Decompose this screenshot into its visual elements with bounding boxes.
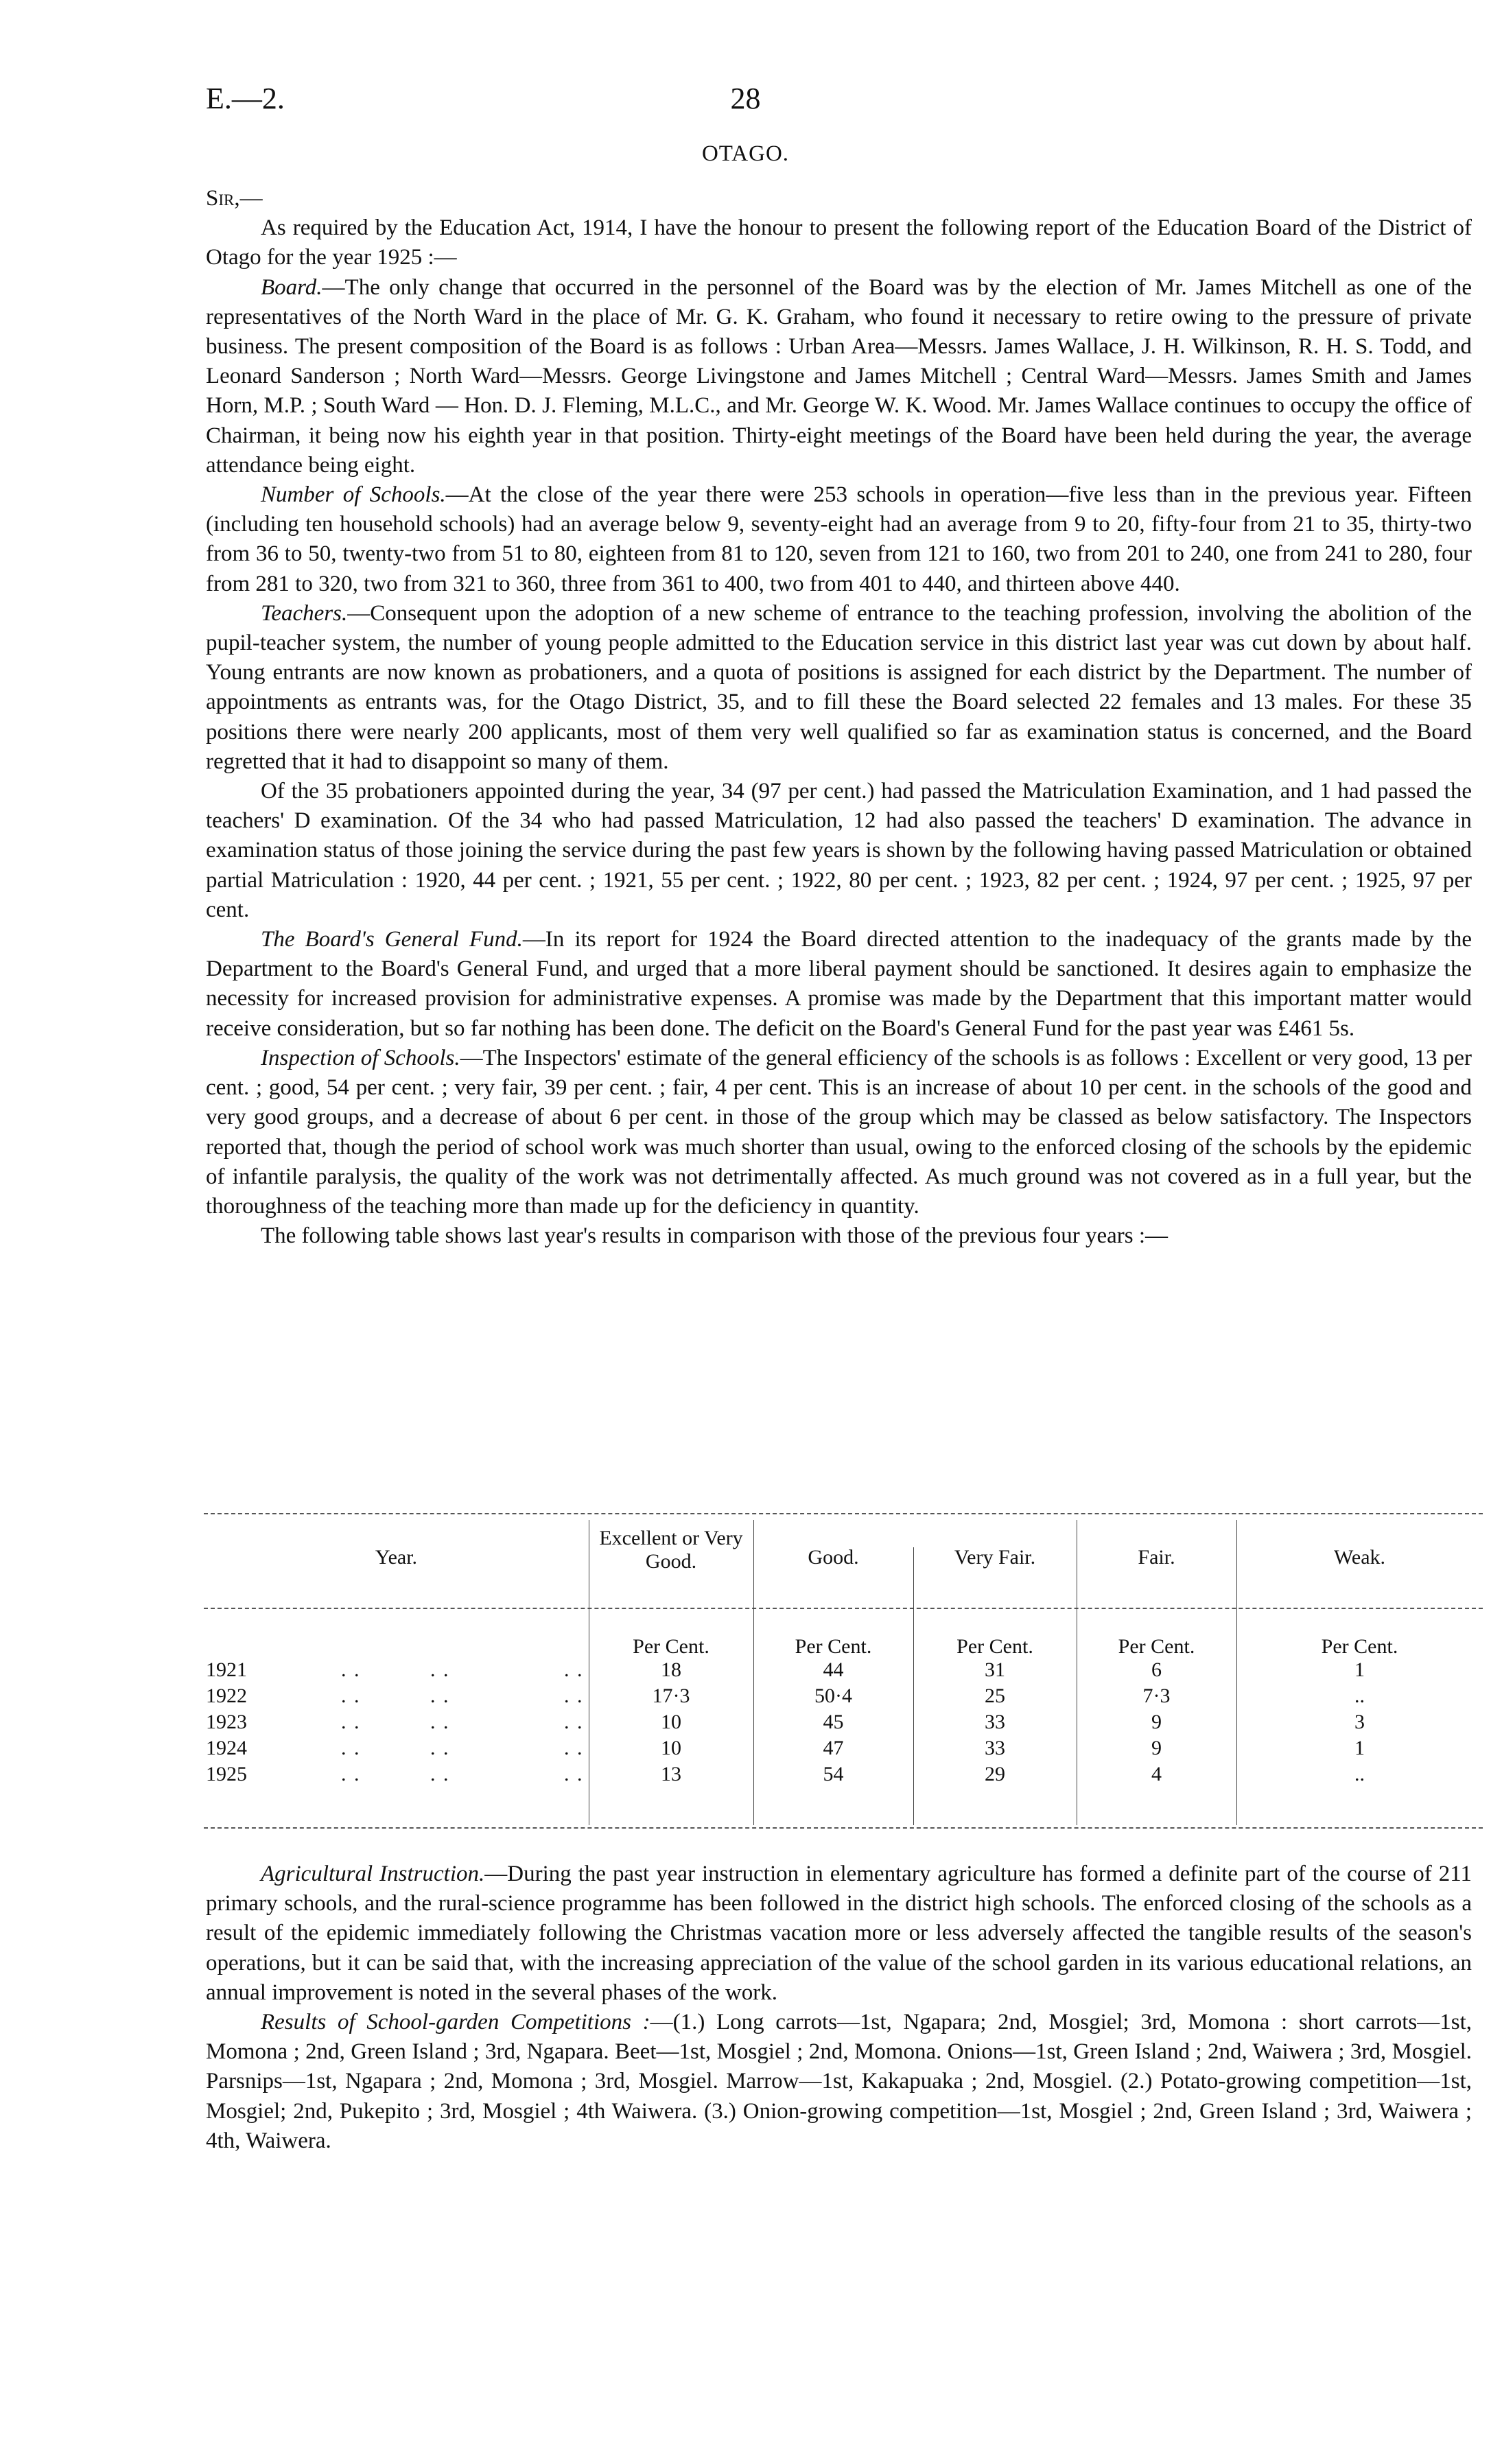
paragraph-heading: Number of Schools.	[261, 482, 446, 508]
table-cell: 31	[985, 1658, 1005, 1681]
section-title: OTAGO.	[701, 141, 790, 166]
paragraph-heading: The Board's General Fund.	[261, 927, 523, 952]
table-cell: 7·3	[1142, 1685, 1171, 1707]
leader-dots: . .	[430, 1763, 450, 1785]
leader-dots: . .	[341, 1711, 361, 1733]
report-body-continued	[206, 1859, 1472, 2156]
leader-dots: . .	[430, 1737, 450, 1759]
document-reference: E.—2.	[206, 82, 285, 115]
salutation: Sir,—	[206, 186, 263, 211]
row-year: 1923	[206, 1711, 247, 1733]
paragraph-text: —During the past year instruction in elementary agriculture has formed a definite part of the course of 211 primary schools, and the rural-science programme has been followed in the district high schools. The enforced closing of the schools as a result of the epidemic immediately following the Christmas vacation more or less adversely affected the tangible results of the season's operations, but it can be said that, with the increasing appreciation of the value of the school garden in its various educational relations, an annual improvement is noted in the several phases of the work.	[206, 1862, 1472, 2005]
paragraph	[206, 213, 1472, 272]
table-cell: 44	[823, 1658, 844, 1681]
column-header: Weak.	[1333, 1546, 1386, 1569]
table-cell: 25	[985, 1685, 1005, 1707]
table-cell: 50·4	[814, 1685, 852, 1707]
table-cell: 45	[823, 1711, 844, 1733]
table-cell: 29	[985, 1763, 1005, 1785]
column-header: Good.	[808, 1546, 859, 1569]
unit-label: Per Cent.	[956, 1635, 1033, 1658]
paragraph	[206, 777, 1472, 925]
row-year: 1924	[206, 1737, 247, 1759]
paragraph	[206, 925, 1472, 1044]
table-cell: 13	[661, 1763, 681, 1785]
unit-label: Per Cent.	[1118, 1635, 1195, 1658]
table-cell: 3	[1354, 1711, 1365, 1733]
paragraph-text: Of the 35 probationers appointed during the year, 34 (97 per cent.) had passed the Matriculation Examination, and 1 had passed the teachers' D examination. Of the 34 who had passed Matriculation, 12 had also passed the teachers' D examination. The advance in examination status of those joining the service during the past few years is shown by the following having passed Matriculation or obtained partial Matriculation : 1920, 44 per cent. ; 1921, 55 per cent. ; 1922, 80 per cent. ; 1923, 82 per cent. ; 1924, 97 per cent. ; 1925, 97 per cent.	[206, 779, 1472, 922]
table-cell: 10	[661, 1711, 681, 1733]
table-cell: 47	[823, 1737, 844, 1759]
table-cell: 9	[1151, 1711, 1162, 1733]
paragraph-text: —Consequent upon the adoption of a new scheme of entrance to the teaching profession, involving the abolition of the pupil-teacher system, the number of young people admitted to the Education service in this district last year was cut down by about half. Young entrants are now known as probationers, and a quota of positions is assigned for each district by the Department. The number of appointments as entrants was, for the Otago District, 35, and to fill these the Board selected 22 females and 13 males. For these 35 positions there were nearly 200 applicants, most of them very well qualified so far as examination status is concerned, and the Board regretted that it had to disappoint so many of them.	[206, 600, 1472, 774]
table-cell: ..	[1354, 1685, 1365, 1707]
row-year: 1921	[206, 1658, 247, 1681]
table-cell: 33	[985, 1711, 1005, 1733]
unit-label: Per Cent.	[633, 1635, 709, 1658]
paragraph-heading: Teachers.	[261, 600, 348, 626]
paragraph	[206, 599, 1472, 777]
leader-dots: . .	[430, 1711, 450, 1733]
table-cell: 1	[1354, 1658, 1365, 1681]
results-table	[204, 1513, 1483, 1829]
paragraph-heading: Results of School-garden Competitions :	[261, 2010, 650, 2035]
paragraph-text: The following table shows last year's results in comparison with those of the previous four years :—	[261, 1223, 1169, 1249]
leader-dots: . .	[430, 1658, 450, 1681]
leader-dots: . .	[564, 1711, 584, 1733]
paragraph-text: —(1.) Long carrots—1st, Ngapara; 2nd, Mosgiel; 3rd, Momona : short carrots—1st, Momona ; 2nd, Green Island ; 3rd, Ngapara. Beet—1st, Mosgiel ; 2nd, Momona. Onions—1st, Green Island ; 2nd, Waiwera ; 3rd, Mosgiel. Parsnips—1st, Ngapara ; 2nd, Momona ; 3rd, Mosgiel. Marrow—1st, Kakapuaka ; 2nd, Mosgiel. (2.) Potato-growing competition—1st, Mosgiel; 2nd, Pukepito ; 3rd, Mosgiel ; 4th Waiwera. (3.) Onion-growing competition—1st, Mosgiel ; 2nd, Green Island ; 3rd, Waiwera ; 4th, Waiwera.	[206, 2010, 1472, 2153]
leader-dots: . .	[564, 1658, 584, 1681]
table-cell: 9	[1151, 1737, 1162, 1759]
paragraph	[206, 2008, 1472, 2156]
paragraph-heading: Board.	[261, 274, 322, 300]
paragraph-text: —In its report for 1924 the Board directed attention to the inadequacy of the grants made by the Department to the Board's General Fund, and urged that a more liberal payment should be sanctioned. It desires again to emphasize the necessity for increased provision for administrative expenses. A promise was made by the Department that this important matter would receive consideration, but so far nothing has been done. The deficit on the Board's General Fund for the past year was £461 5s.	[206, 927, 1472, 1041]
paragraph	[206, 273, 1472, 480]
paragraph	[206, 480, 1472, 599]
leader-dots: . .	[564, 1763, 584, 1785]
paragraph-text: As required by the Education Act, 1914, I have the honour to present the following report of the Education Board of the District of Otago for the year 1925 :—	[206, 215, 1472, 270]
paragraph-text: —The only change that occurred in the personnel of the Board was by the election of Mr. James Mitchell as one of the representatives of the North Ward in the place of Mr. G. K. Graham, who found it necessary to retire owing to the pressure of private business. The present composition of the Board is as follows : Urban Area—Messrs. James Wallace, J. H. Wilkinson, R. H. S. Todd, and Leonard Sanderson ; North Ward—Messrs. George Livingstone and James Mitchell ; Central Ward—Messrs. James Smith and James Horn, M.P. ; South Ward — Hon. D. J. Fleming, M.L.C., and Mr. George W. K. Wood. Mr. James Wallace continues to occupy the office of Chairman, it being now his eighth year in that position. Thirty-eight meetings of the Board have been held during the year, the average attendance being eight.	[206, 274, 1472, 478]
paragraph	[206, 1221, 1472, 1251]
table-cell: 6	[1151, 1658, 1162, 1681]
paragraph-heading: Inspection of Schools.	[261, 1045, 460, 1070]
table-cell: 17·3	[652, 1685, 690, 1707]
table-cell: 18	[661, 1658, 681, 1681]
unit-label: Per Cent.	[795, 1635, 872, 1658]
column-header: Very Fair.	[954, 1546, 1036, 1569]
leader-dots: . .	[564, 1737, 584, 1759]
leader-dots: . .	[341, 1685, 361, 1707]
table-cell: 1	[1354, 1737, 1365, 1759]
paragraph-text: —At the close of the year there were 253 schools in operation—five less than in the previous year. Fifteen (including ten household schools) had an average below 9, seventy-eight had an average from 9 to 20, fifty-four from 21 to 35, thirty-two from 36 to 50, twenty-two from 51 to 80, eighteen from 81 to 120, seven from 121 to 160, two from 201 to 240, one from 241 to 280, four from 281 to 320, two from 321 to 360, three from 361 to 400, two from 401 to 440, and thirteen above 440.	[206, 482, 1472, 596]
paragraph-heading: Agricultural Instruction.	[261, 1862, 485, 1886]
column-header-year: Year.	[375, 1546, 418, 1569]
leader-dots: . .	[341, 1737, 361, 1759]
paragraph-text: —The Inspectors' estimate of the general efficiency of the schools is as follows : Excellent or very good, 13 per cent. ; good, 54 per cent. ; very fair, 39 per cent. ; fair, 4 per cent. This is an increase of about 10 per cent. in the schools of the good and very good groups, and a decrease of about 6 per cent. in those of the group which may be classed as below satisfactory. The Inspectors reported that, though the period of school work was much shorter than usual, owing to the enforced closing of the schools by the epidemic of infantile paralysis, the quality of the work was not detrimentally affected. As much ground was not covered as in a full year, but the thoroughness of the teaching more than made up for the deficiency in quantity.	[206, 1045, 1472, 1219]
table-cell: 4	[1151, 1763, 1162, 1785]
table-cell: 10	[661, 1737, 681, 1759]
table-cell: ..	[1354, 1763, 1365, 1785]
leader-dots: . .	[564, 1685, 584, 1707]
leader-dots: . .	[341, 1658, 361, 1681]
page-number: 28	[730, 82, 761, 115]
row-year: 1922	[206, 1685, 247, 1707]
column-header: Fair.	[1138, 1546, 1175, 1569]
table-cell: 33	[985, 1737, 1005, 1759]
column-header-excellent: Excellent or Very Good.	[599, 1527, 743, 1573]
unit-label: Per Cent.	[1321, 1635, 1398, 1658]
paragraph	[206, 1859, 1472, 2008]
table-cell: 54	[823, 1763, 844, 1785]
report-body	[206, 184, 1472, 1251]
row-year: 1925	[206, 1763, 247, 1785]
leader-dots: . .	[341, 1763, 361, 1785]
paragraph	[206, 1044, 1472, 1221]
leader-dots: . .	[430, 1685, 450, 1707]
